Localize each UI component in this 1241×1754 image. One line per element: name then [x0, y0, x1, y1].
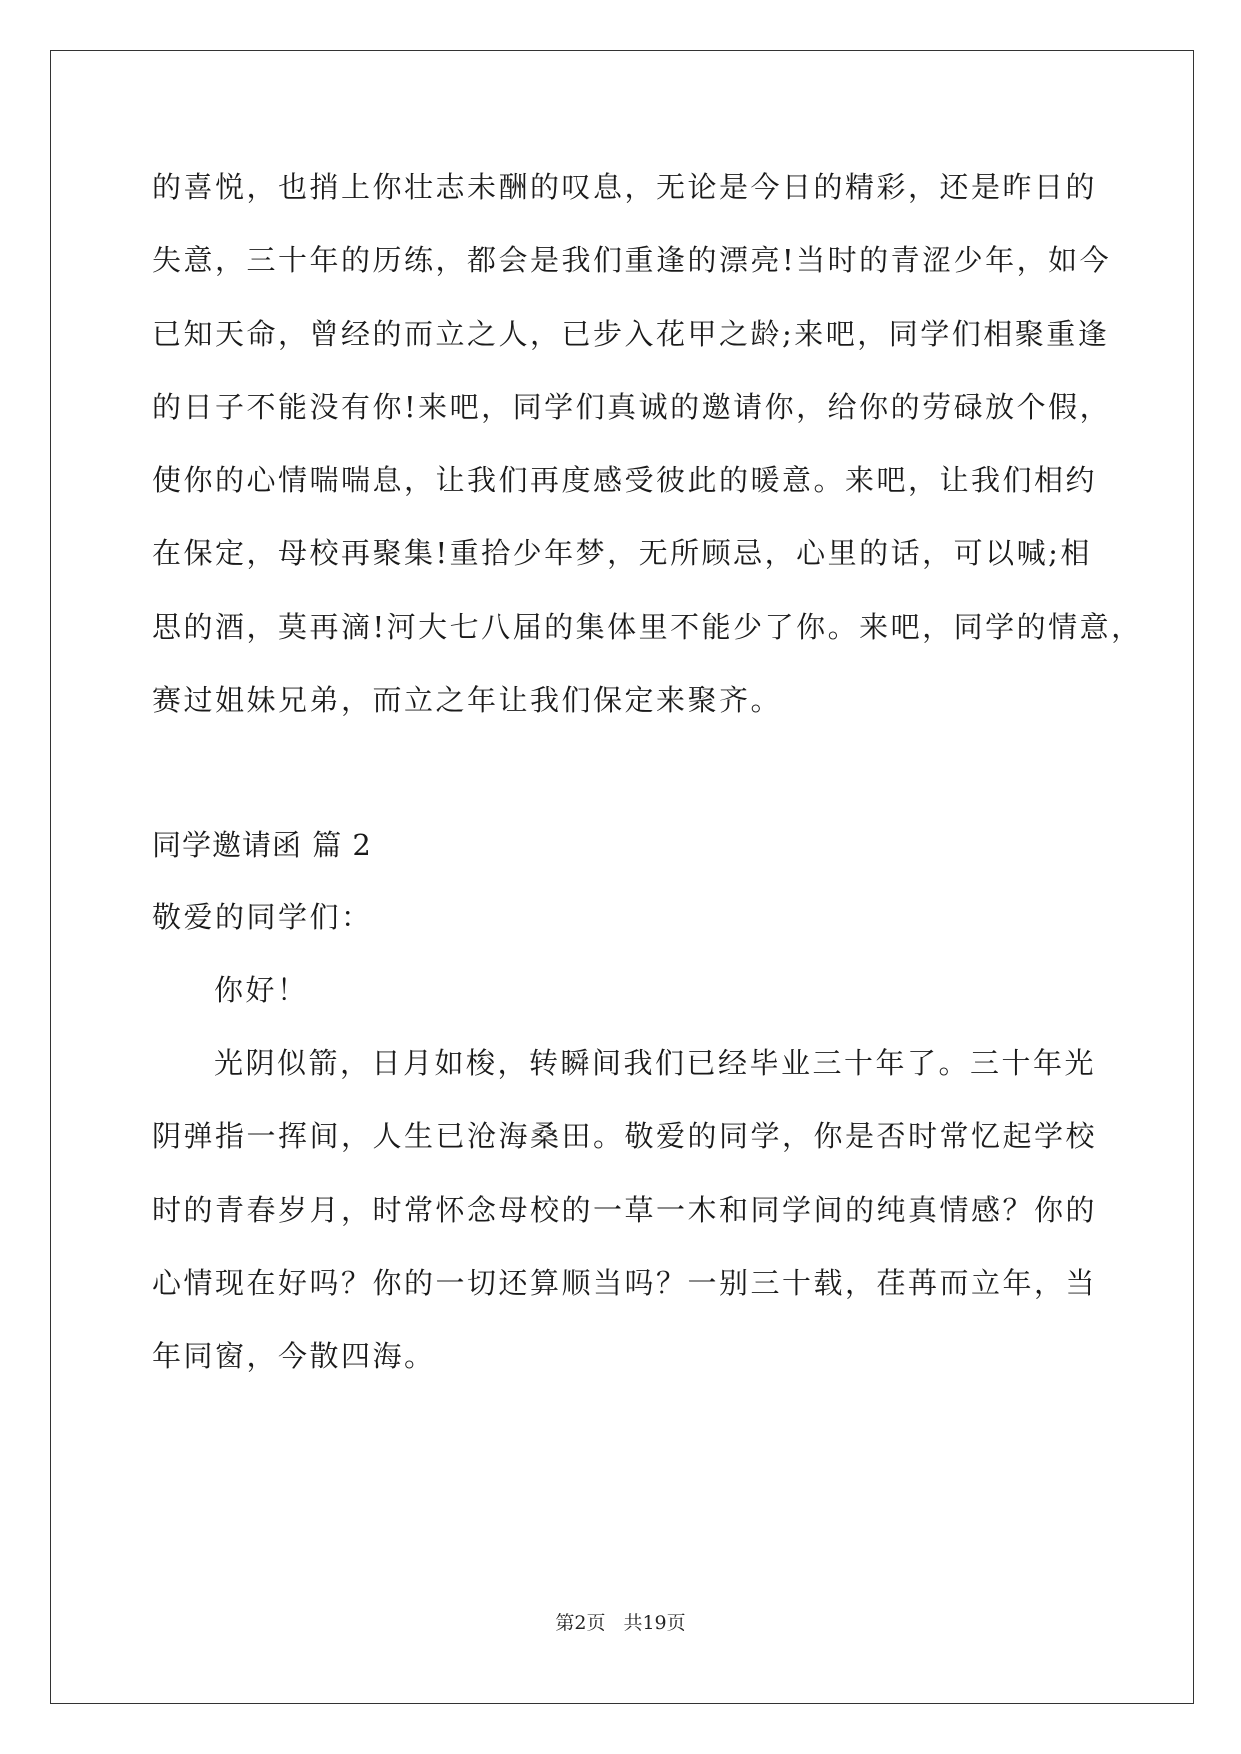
body-line-3: 已知天命，曾经的而立之人，已步入花甲之龄;来吧，同学们相聚重逢 — [152, 317, 1110, 351]
paragraph-line-2: 阴弹指一挥间，人生已沧海桑田。敬爱的同学，你是否时常忆起学校 — [152, 1119, 1098, 1153]
page-total: 共19页 — [623, 1612, 686, 1634]
body-line-4: 的日子不能没有你!来吧，同学们真诚的邀请你，给你的劳碌放个假， — [152, 390, 1112, 424]
paragraph-line-5: 年同窗，今散四海。 — [152, 1339, 436, 1373]
page-number: 第2页 — [555, 1612, 606, 1634]
body-line-1: 的喜悦，也捎上你壮志未酬的叹息，无论是今日的精彩，还是昨日的 — [152, 170, 1098, 204]
body-line-7: 思的酒，莫再滴!河大七八届的集体里不能少了你。来吧，同学的情意， — [152, 610, 1143, 644]
paragraph-line-4: 心情现在好吗？你的一切还算顺当吗？一别三十载，荏苒而立年，当 — [152, 1266, 1098, 1300]
body-line-6: 在保定，母校再聚集!重拾少年梦，无所顾忌，心里的话，可以喊;相 — [152, 536, 1092, 570]
salutation: 敬爱的同学们： — [152, 900, 373, 934]
paragraph-line-1: 光阴似箭，日月如梭，转瞬间我们已经毕业三十年了。三十年光 — [214, 1046, 1097, 1080]
body-line-5: 使你的心情喘喘息，让我们再度感受彼此的暖意。来吧，让我们相约 — [152, 463, 1098, 497]
paragraph-line-3: 时的青春岁月，时常怀念母校的一草一木和同学间的纯真情感？你的 — [152, 1193, 1098, 1227]
page-footer — [0, 1611, 1241, 1635]
page-border — [50, 50, 1194, 1704]
body-line-2: 失意，三十年的历练，都会是我们重逢的漂亮!当时的青涩少年，如今 — [152, 243, 1112, 277]
body-line-8: 赛过姐妹兄弟，而立之年让我们保定来聚齐。 — [152, 683, 783, 717]
greeting: 你好！ — [214, 973, 309, 1007]
section-heading: 同学邀请函 篇 2 — [152, 828, 372, 862]
